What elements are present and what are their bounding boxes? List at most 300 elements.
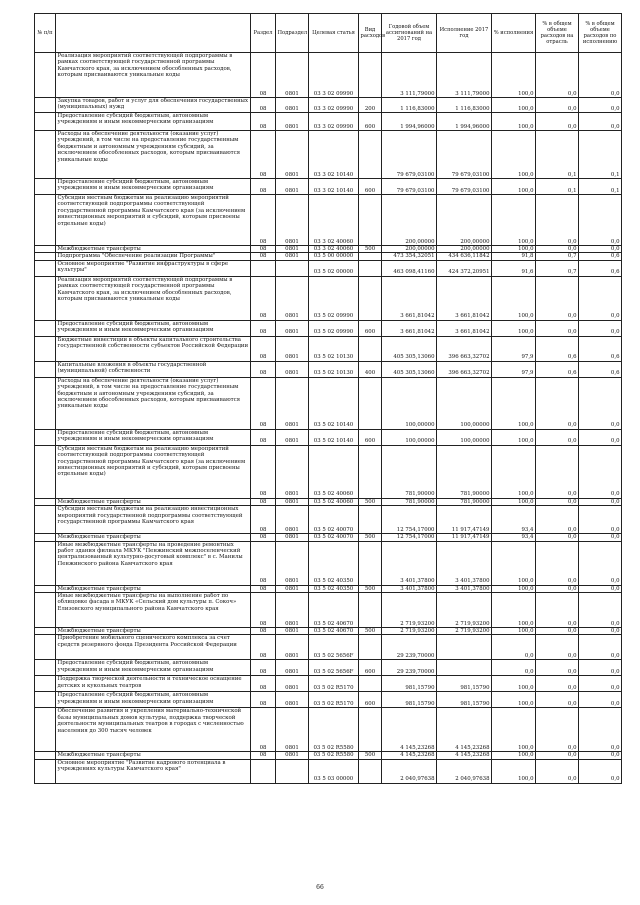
cell-share-of-industry: 0,0 bbox=[536, 628, 579, 635]
cell-annual-allocation: 2 040,97638 bbox=[382, 759, 437, 783]
cell-annual-allocation: 4 145,23268 bbox=[382, 752, 437, 759]
cell-number bbox=[35, 260, 56, 276]
cell-razdel: 08 bbox=[251, 676, 276, 692]
cell-razdel: 08 bbox=[251, 692, 276, 708]
cell-expense-type bbox=[359, 676, 382, 692]
cell-annual-allocation: 3 661,81042 bbox=[382, 276, 437, 320]
cell-share-of-execution: 0,1 bbox=[579, 179, 622, 195]
table-row bbox=[35, 752, 622, 759]
cell-expense-type: 500 bbox=[359, 534, 382, 541]
cell-annual-allocation: 79 679,03100 bbox=[382, 179, 437, 195]
cell-expense-type bbox=[359, 260, 382, 276]
cell-target-article: 03 5 02 40350 bbox=[309, 585, 359, 592]
cell-execution-percent: 100,0 bbox=[492, 179, 536, 195]
cell-target-article: 03 5 02 R5170 bbox=[309, 676, 359, 692]
cell-number bbox=[35, 336, 56, 361]
cell-annual-allocation: 781,90000 bbox=[382, 445, 437, 498]
cell-target-article: 03 5 00 00000 bbox=[309, 253, 359, 260]
cell-name: Предоставление субсидий бюджетным, автономным учреждениям и иным некоммерческим организациям bbox=[56, 179, 251, 195]
table-row bbox=[35, 628, 622, 635]
cell-podrazdel: 0801 bbox=[276, 253, 309, 260]
cell-execution-percent: 0,0 bbox=[492, 660, 536, 676]
cell-name: Расходы на обеспечение деятельности (оказание услуг) учреждений, в том числе на предоставление государственным бюджетным и автономным учреждениям субсидий, за исключением обособленных расходов, которым присваиваются уникальные коды bbox=[56, 131, 251, 179]
cell-podrazdel bbox=[276, 260, 309, 276]
cell-razdel: 08 bbox=[251, 276, 276, 320]
cell-expense-type bbox=[359, 253, 382, 260]
cell-share-of-industry: 0,0 bbox=[536, 752, 579, 759]
cell-number bbox=[35, 179, 56, 195]
cell-name: Основное мероприятие "Развитие инфраструктуры в сфере культуры" bbox=[56, 260, 251, 276]
cell-annual-allocation: 3 401,37800 bbox=[382, 585, 437, 592]
cell-execution-percent: 100,0 bbox=[492, 708, 536, 752]
table-header-row bbox=[35, 14, 622, 53]
cell-execution: 3 401,37800 bbox=[437, 585, 492, 592]
cell-number bbox=[35, 692, 56, 708]
cell-execution-percent: 100,0 bbox=[492, 246, 536, 253]
cell-execution-percent: 93,4 bbox=[492, 534, 536, 541]
cell-execution: 3 401,37800 bbox=[437, 541, 492, 585]
cell-number bbox=[35, 276, 56, 320]
cell-execution-percent: 100,0 bbox=[492, 195, 536, 246]
table-row bbox=[35, 131, 622, 179]
cell-execution: 100,00000 bbox=[437, 429, 492, 445]
cell-target-article: 03 5 02 R5580 bbox=[309, 708, 359, 752]
cell-name: Капитальные вложения в объекты государственной (муниципальной) собственности bbox=[56, 361, 251, 377]
cell-annual-allocation: 981,15790 bbox=[382, 676, 437, 692]
cell-podrazdel: 0801 bbox=[276, 131, 309, 179]
cell-share-of-execution: 0,0 bbox=[579, 113, 622, 131]
cell-name: Межбюджетные трансферты bbox=[56, 628, 251, 635]
cell-expense-type: 500 bbox=[359, 246, 382, 253]
cell-execution: 424 372,20951 bbox=[437, 260, 492, 276]
cell-name: Бюджетные инвестиции в объекты капитального строительства государственной собственности субъектов Российской Федерации bbox=[56, 336, 251, 361]
cell-expense-type: 600 bbox=[359, 429, 382, 445]
cell-share-of-industry: 0,0 bbox=[536, 676, 579, 692]
cell-execution: 396 663,32702 bbox=[437, 336, 492, 361]
cell-razdel: 08 bbox=[251, 506, 276, 534]
cell-expense-type bbox=[359, 541, 382, 585]
cell-podrazdel: 0801 bbox=[276, 506, 309, 534]
cell-execution-percent: 100,0 bbox=[492, 585, 536, 592]
cell-expense-type: 600 bbox=[359, 320, 382, 336]
header-share-of-execution: % в общем объеме расходов по исполнению bbox=[579, 14, 622, 53]
cell-target-article: 03 3 02 09990 bbox=[309, 98, 359, 113]
cell-razdel: 08 bbox=[251, 253, 276, 260]
cell-podrazdel: 0801 bbox=[276, 593, 309, 628]
cell-execution-percent: 100,0 bbox=[492, 593, 536, 628]
cell-execution-percent: 100,0 bbox=[492, 759, 536, 783]
cell-share-of-execution: 0,0 bbox=[579, 660, 622, 676]
table-body bbox=[35, 53, 622, 784]
cell-razdel: 08 bbox=[251, 320, 276, 336]
cell-razdel: 08 bbox=[251, 361, 276, 377]
cell-execution-percent: 93,4 bbox=[492, 506, 536, 534]
cell-name: Приобретение мобильного сценического комплекса за счет средств резервного фонда Президента Российской Федерации bbox=[56, 635, 251, 660]
cell-expense-type bbox=[359, 759, 382, 783]
cell-execution-percent: 100,0 bbox=[492, 131, 536, 179]
cell-share-of-execution: 0,0 bbox=[579, 498, 622, 505]
header-name bbox=[56, 14, 251, 53]
budget-table bbox=[34, 13, 622, 784]
cell-expense-type bbox=[359, 377, 382, 429]
cell-podrazdel: 0801 bbox=[276, 676, 309, 692]
cell-target-article: 03 5 02 5656F bbox=[309, 660, 359, 676]
cell-execution: 2 040,97638 bbox=[437, 759, 492, 783]
cell-execution-percent: 97,9 bbox=[492, 336, 536, 361]
cell-expense-type bbox=[359, 445, 382, 498]
cell-share-of-execution: 0,0 bbox=[579, 593, 622, 628]
cell-share-of-industry: 0,0 bbox=[536, 585, 579, 592]
cell-share-of-execution: 0,0 bbox=[579, 506, 622, 534]
cell-execution-percent: 100,0 bbox=[492, 628, 536, 635]
cell-number bbox=[35, 429, 56, 445]
cell-target-article: 03 3 02 10140 bbox=[309, 131, 359, 179]
cell-target-article: 03 3 02 09990 bbox=[309, 113, 359, 131]
cell-number bbox=[35, 585, 56, 592]
cell-name: Межбюджетные трансферты bbox=[56, 246, 251, 253]
cell-razdel: 08 bbox=[251, 534, 276, 541]
cell-number bbox=[35, 498, 56, 505]
cell-number bbox=[35, 361, 56, 377]
cell-number bbox=[35, 660, 56, 676]
cell-expense-type: 200 bbox=[359, 98, 382, 113]
cell-execution: 11 917,47149 bbox=[437, 534, 492, 541]
table-row bbox=[35, 320, 622, 336]
cell-target-article: 03 5 02 10130 bbox=[309, 361, 359, 377]
cell-podrazdel: 0801 bbox=[276, 708, 309, 752]
cell-podrazdel: 0801 bbox=[276, 179, 309, 195]
cell-share-of-execution: 0,6 bbox=[579, 253, 622, 260]
cell-name: Основное мероприятие "Развитие кадрового потенциала в учреждениях культуры Камчатского края" bbox=[56, 759, 251, 783]
cell-annual-allocation: 12 754,17000 bbox=[382, 506, 437, 534]
cell-number bbox=[35, 445, 56, 498]
cell-podrazdel: 0801 bbox=[276, 246, 309, 253]
cell-target-article: 03 5 02 40060 bbox=[309, 445, 359, 498]
cell-number bbox=[35, 113, 56, 131]
cell-share-of-industry: 0,0 bbox=[536, 195, 579, 246]
cell-share-of-execution: 0,0 bbox=[579, 752, 622, 759]
cell-target-article: 03 5 02 10140 bbox=[309, 377, 359, 429]
cell-razdel: 08 bbox=[251, 445, 276, 498]
cell-share-of-industry: 0,0 bbox=[536, 113, 579, 131]
cell-execution-percent: 100,0 bbox=[492, 541, 536, 585]
cell-share-of-industry: 0,6 bbox=[536, 336, 579, 361]
cell-podrazdel: 0801 bbox=[276, 361, 309, 377]
cell-share-of-industry: 0,0 bbox=[536, 429, 579, 445]
cell-podrazdel: 0801 bbox=[276, 498, 309, 505]
cell-annual-allocation: 100,00000 bbox=[382, 429, 437, 445]
cell-share-of-execution: 0,6 bbox=[579, 260, 622, 276]
cell-target-article: 03 5 02 R5580 bbox=[309, 752, 359, 759]
cell-annual-allocation: 781,90000 bbox=[382, 498, 437, 505]
cell-share-of-industry: 0,0 bbox=[536, 506, 579, 534]
table-row bbox=[35, 195, 622, 246]
cell-number bbox=[35, 195, 56, 246]
cell-expense-type bbox=[359, 708, 382, 752]
cell-execution-percent: 91,6 bbox=[492, 260, 536, 276]
cell-share-of-industry: 0,1 bbox=[536, 179, 579, 195]
cell-number bbox=[35, 320, 56, 336]
cell-target-article: 03 3 02 09990 bbox=[309, 53, 359, 98]
cell-podrazdel: 0801 bbox=[276, 195, 309, 246]
table-row bbox=[35, 53, 622, 98]
cell-expense-type: 600 bbox=[359, 692, 382, 708]
cell-execution-percent: 97,9 bbox=[492, 361, 536, 377]
cell-share-of-execution: 0,0 bbox=[579, 445, 622, 498]
cell-number bbox=[35, 635, 56, 660]
cell-number bbox=[35, 676, 56, 692]
cell-podrazdel: 0801 bbox=[276, 445, 309, 498]
cell-number bbox=[35, 131, 56, 179]
cell-name: Поддержка творческой деятельности и техническое оснащение детских и кукольных театров bbox=[56, 676, 251, 692]
cell-execution-percent: 100,0 bbox=[492, 429, 536, 445]
cell-name: Межбюджетные трансферты bbox=[56, 534, 251, 541]
cell-target-article: 03 5 02 00000 bbox=[309, 260, 359, 276]
cell-expense-type: 500 bbox=[359, 752, 382, 759]
cell-share-of-execution: 0,0 bbox=[579, 53, 622, 98]
cell-razdel: 08 bbox=[251, 628, 276, 635]
cell-razdel: 08 bbox=[251, 131, 276, 179]
cell-target-article: 03 5 02 40670 bbox=[309, 593, 359, 628]
cell-annual-allocation: 3 661,81042 bbox=[382, 320, 437, 336]
table-row bbox=[35, 660, 622, 676]
cell-razdel: 08 bbox=[251, 498, 276, 505]
cell-name: Субсидии местным бюджетам на реализацию мероприятий соответствующей подпрограммы соответствующей государственной программы Камчатского края (за исключением инвестиционных мероприятий и субсидий, которым присвоены отдельные коды) bbox=[56, 195, 251, 246]
cell-expense-type bbox=[359, 593, 382, 628]
table-row bbox=[35, 498, 622, 505]
cell-execution-percent: 0,0 bbox=[492, 635, 536, 660]
table-row bbox=[35, 585, 622, 592]
cell-share-of-execution: 0,0 bbox=[579, 759, 622, 783]
cell-share-of-execution: 0,0 bbox=[579, 98, 622, 113]
cell-razdel: 08 bbox=[251, 195, 276, 246]
cell-name: Предоставление субсидий бюджетным, автономным учреждениям и иным некоммерческим организациям bbox=[56, 320, 251, 336]
cell-podrazdel: 0801 bbox=[276, 429, 309, 445]
cell-number bbox=[35, 534, 56, 541]
cell-execution-percent: 100,0 bbox=[492, 377, 536, 429]
cell-target-article: 03 5 02 40350 bbox=[309, 541, 359, 585]
cell-annual-allocation: 2 719,93200 bbox=[382, 593, 437, 628]
cell-name: Предоставление субсидий бюджетным, автономным учреждениям и иным некоммерческим организациям bbox=[56, 113, 251, 131]
cell-razdel: 08 bbox=[251, 53, 276, 98]
cell-number bbox=[35, 541, 56, 585]
cell-number bbox=[35, 593, 56, 628]
cell-share-of-industry: 0,0 bbox=[536, 445, 579, 498]
table-row bbox=[35, 593, 622, 628]
cell-share-of-execution: 0,0 bbox=[579, 676, 622, 692]
cell-share-of-industry: 0,0 bbox=[536, 593, 579, 628]
cell-annual-allocation: 4 145,23268 bbox=[382, 708, 437, 752]
cell-share-of-industry: 0,0 bbox=[536, 246, 579, 253]
cell-share-of-execution: 0,0 bbox=[579, 246, 622, 253]
cell-podrazdel: 0801 bbox=[276, 377, 309, 429]
cell-execution: 434 636,11842 bbox=[437, 253, 492, 260]
cell-razdel: 08 bbox=[251, 246, 276, 253]
table-row bbox=[35, 635, 622, 660]
cell-target-article: 03 5 02 40060 bbox=[309, 498, 359, 505]
table-row bbox=[35, 534, 622, 541]
cell-name: Межбюджетные трансферты bbox=[56, 585, 251, 592]
cell-number bbox=[35, 253, 56, 260]
table-row bbox=[35, 113, 622, 131]
cell-razdel: 08 bbox=[251, 336, 276, 361]
cell-number bbox=[35, 98, 56, 113]
cell-target-article: 03 5 02 40070 bbox=[309, 506, 359, 534]
cell-execution-percent: 100,0 bbox=[492, 113, 536, 131]
cell-expense-type bbox=[359, 195, 382, 246]
cell-target-article: 03 5 02 10130 bbox=[309, 336, 359, 361]
cell-podrazdel: 0801 bbox=[276, 660, 309, 676]
cell-podrazdel: 0801 bbox=[276, 585, 309, 592]
cell-execution: 79 679,03100 bbox=[437, 131, 492, 179]
cell-share-of-industry: 0,0 bbox=[536, 534, 579, 541]
cell-razdel: 08 bbox=[251, 541, 276, 585]
cell-name: Обеспечение развития и укрепления материально-технической базы муниципальных домов культуры, поддержка творческой деятельности муниципальных театров в городах с численностью населения до 300 тысяч человек bbox=[56, 708, 251, 752]
cell-execution: 2 719,93200 bbox=[437, 628, 492, 635]
cell-number bbox=[35, 628, 56, 635]
table-row bbox=[35, 692, 622, 708]
cell-execution: 11 917,47149 bbox=[437, 506, 492, 534]
cell-name: Иные межбюджетные трансферты на проведение ремонтных работ здания филиала МКУК "Пенжинский межпоселенческий централизованный культурно-досуговый комплекс" в с. Манилы Пенжинского района Камчатского края bbox=[56, 541, 251, 585]
cell-annual-allocation: 200,00000 bbox=[382, 195, 437, 246]
table-row bbox=[35, 246, 622, 253]
cell-execution: 1 994,96000 bbox=[437, 113, 492, 131]
cell-target-article: 03 5 02 09990 bbox=[309, 276, 359, 320]
cell-number bbox=[35, 759, 56, 783]
cell-podrazdel: 0801 bbox=[276, 541, 309, 585]
cell-target-article: 03 5 02 09990 bbox=[309, 320, 359, 336]
cell-name: Закупка товаров, работ и услуг для обеспечения государственных (муниципальных) нужд bbox=[56, 98, 251, 113]
table-row bbox=[35, 336, 622, 361]
header-execution: Исполнение 2017 год bbox=[437, 14, 492, 53]
cell-annual-allocation: 79 679,03100 bbox=[382, 131, 437, 179]
cell-podrazdel: 0801 bbox=[276, 692, 309, 708]
cell-target-article: 03 5 02 R5170 bbox=[309, 692, 359, 708]
table-row bbox=[35, 253, 622, 260]
cell-razdel bbox=[251, 260, 276, 276]
cell-name: Реализация мероприятий соответствующей подпрограммы в рамках соответствующей государственной программы Камчатского края, за исключением обособленных расходов, которым присваиваются уникальные коды bbox=[56, 276, 251, 320]
cell-podrazdel: 0801 bbox=[276, 628, 309, 635]
table-row bbox=[35, 429, 622, 445]
cell-share-of-industry: 0,0 bbox=[536, 660, 579, 676]
cell-share-of-industry: 0,0 bbox=[536, 759, 579, 783]
cell-annual-allocation: 981,15790 bbox=[382, 692, 437, 708]
table-row bbox=[35, 445, 622, 498]
cell-execution: 200,00000 bbox=[437, 195, 492, 246]
header-expense-type: Вид расходов bbox=[359, 14, 382, 53]
header-annual-allocation: Годовой объем ассигнований на 2017 год bbox=[382, 14, 437, 53]
cell-target-article: 03 5 03 00000 bbox=[309, 759, 359, 783]
cell-execution bbox=[437, 660, 492, 676]
cell-execution-percent: 100,0 bbox=[492, 445, 536, 498]
cell-execution: 981,15790 bbox=[437, 676, 492, 692]
cell-share-of-execution: 0,0 bbox=[579, 534, 622, 541]
cell-share-of-industry: 0,0 bbox=[536, 320, 579, 336]
page-number: 66 bbox=[316, 884, 324, 891]
cell-number bbox=[35, 377, 56, 429]
cell-execution bbox=[437, 635, 492, 660]
cell-target-article: 03 3 02 10140 bbox=[309, 179, 359, 195]
cell-share-of-industry: 0,0 bbox=[536, 541, 579, 585]
cell-execution: 981,15790 bbox=[437, 692, 492, 708]
cell-execution: 3 661,81042 bbox=[437, 276, 492, 320]
cell-share-of-industry: 0,0 bbox=[536, 53, 579, 98]
cell-podrazdel bbox=[276, 759, 309, 783]
table-row bbox=[35, 506, 622, 534]
cell-razdel: 08 bbox=[251, 635, 276, 660]
cell-share-of-industry: 0,1 bbox=[536, 131, 579, 179]
cell-target-article: 03 5 02 40070 bbox=[309, 534, 359, 541]
cell-expense-type bbox=[359, 53, 382, 98]
cell-share-of-execution: 0,0 bbox=[579, 692, 622, 708]
cell-name: Субсидии местным бюджетам на реализацию инвестиционных мероприятий государственной подпрограммы соответствующей государственной программы Камчатского края bbox=[56, 506, 251, 534]
header-execution-percent: % исполнения bbox=[492, 14, 536, 53]
cell-target-article: 03 3 02 40060 bbox=[309, 246, 359, 253]
cell-share-of-execution: 0,0 bbox=[579, 195, 622, 246]
cell-share-of-industry: 0,6 bbox=[536, 361, 579, 377]
cell-execution: 3 111,79000 bbox=[437, 53, 492, 98]
cell-target-article: 03 5 02 40670 bbox=[309, 628, 359, 635]
cell-name: Расходы на обеспечение деятельности (оказание услуг) учреждений, в том числе на предоставление государственным бюджетным и автономным учреждениям субсидий, за исключением обособленных расходов, которым присваиваются уникальные коды bbox=[56, 377, 251, 429]
cell-expense-type: 600 bbox=[359, 179, 382, 195]
cell-razdel bbox=[251, 759, 276, 783]
cell-annual-allocation: 1 994,96000 bbox=[382, 113, 437, 131]
table-row bbox=[35, 759, 622, 783]
cell-name: Предоставление субсидий бюджетным, автономным учреждениям и иным некоммерческим организациям bbox=[56, 692, 251, 708]
cell-podrazdel: 0801 bbox=[276, 320, 309, 336]
cell-razdel: 08 bbox=[251, 593, 276, 628]
cell-expense-type: 400 bbox=[359, 361, 382, 377]
cell-annual-allocation: 463 098,41160 bbox=[382, 260, 437, 276]
cell-share-of-execution: 0,1 bbox=[579, 131, 622, 179]
cell-number bbox=[35, 506, 56, 534]
cell-share-of-execution: 0,0 bbox=[579, 429, 622, 445]
cell-expense-type: 600 bbox=[359, 660, 382, 676]
cell-number bbox=[35, 53, 56, 98]
table-row bbox=[35, 676, 622, 692]
table-row bbox=[35, 179, 622, 195]
cell-execution: 200,00000 bbox=[437, 246, 492, 253]
table-row bbox=[35, 708, 622, 752]
cell-expense-type bbox=[359, 336, 382, 361]
cell-podrazdel: 0801 bbox=[276, 336, 309, 361]
cell-execution-percent: 100,0 bbox=[492, 53, 536, 98]
cell-target-article: 03 3 02 40060 bbox=[309, 195, 359, 246]
cell-podrazdel: 0801 bbox=[276, 98, 309, 113]
cell-share-of-industry: 0,0 bbox=[536, 276, 579, 320]
cell-execution-percent: 100,0 bbox=[492, 676, 536, 692]
header-podrazdel: Подраздел bbox=[276, 14, 309, 53]
cell-razdel: 08 bbox=[251, 113, 276, 131]
cell-target-article: 03 5 02 5656F bbox=[309, 635, 359, 660]
cell-share-of-industry: 0,0 bbox=[536, 708, 579, 752]
cell-annual-allocation: 1 116,83000 bbox=[382, 98, 437, 113]
cell-execution: 100,00000 bbox=[437, 377, 492, 429]
cell-podrazdel: 0801 bbox=[276, 534, 309, 541]
cell-annual-allocation: 29 239,70000 bbox=[382, 660, 437, 676]
cell-execution-percent: 100,0 bbox=[492, 498, 536, 505]
cell-execution: 1 116,83000 bbox=[437, 98, 492, 113]
table-row bbox=[35, 541, 622, 585]
header-number: № п/п bbox=[35, 14, 56, 53]
cell-share-of-industry: 0,0 bbox=[536, 498, 579, 505]
cell-share-of-execution: 0,6 bbox=[579, 336, 622, 361]
cell-share-of-execution: 0,6 bbox=[579, 361, 622, 377]
cell-share-of-execution: 0,0 bbox=[579, 585, 622, 592]
cell-razdel: 08 bbox=[251, 98, 276, 113]
cell-share-of-execution: 0,0 bbox=[579, 708, 622, 752]
cell-expense-type bbox=[359, 131, 382, 179]
